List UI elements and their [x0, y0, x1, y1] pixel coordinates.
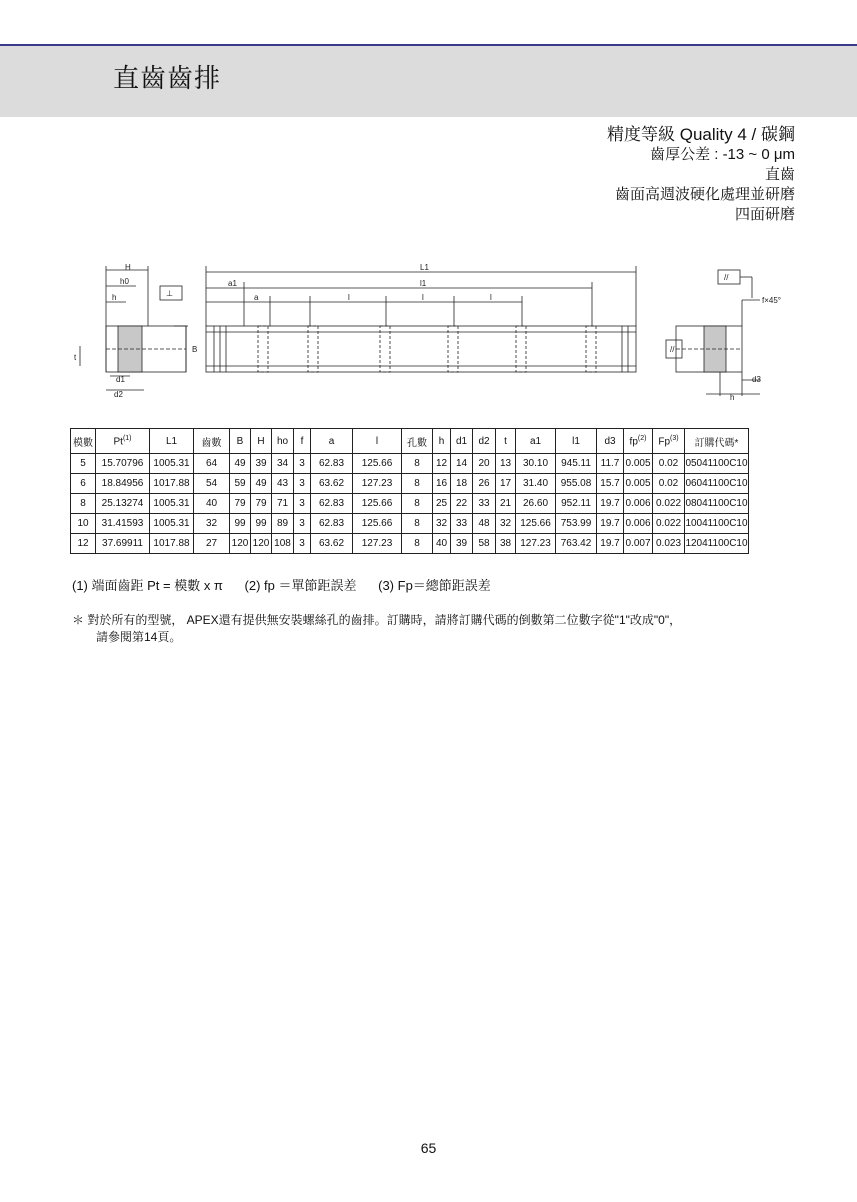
table-cell: 1005.31	[150, 454, 194, 474]
table-cell: 12	[71, 534, 96, 554]
table-cell: 1017.88	[150, 534, 194, 554]
table-cell: 3	[294, 454, 311, 474]
table-cell: 8	[402, 474, 433, 494]
footnote-1: (1) 端面齒距 Pt = 模數 x π	[72, 578, 223, 593]
dim-H: H	[125, 263, 131, 272]
table-cell: 945.11	[556, 454, 597, 474]
table-cell: 31.41593	[96, 514, 150, 534]
dim-l-3: l	[490, 293, 492, 302]
table-cell: 14	[451, 454, 473, 474]
table-cell: 8	[402, 494, 433, 514]
table-cell: 38	[496, 534, 516, 554]
table-cell: 08041100C10	[685, 494, 749, 514]
col-header: Fp$^{(3)}$	[653, 429, 685, 454]
table-cell: 32	[433, 514, 451, 534]
col-header: L1	[150, 429, 194, 454]
table-cell: 99	[230, 514, 251, 534]
table-row	[71, 454, 749, 474]
table-cell: 26.60	[516, 494, 556, 514]
table-cell: 99	[251, 514, 272, 534]
col-header: d2	[473, 429, 496, 454]
table-header-row	[71, 429, 749, 454]
col-header: l1	[556, 429, 597, 454]
table-row	[71, 494, 749, 514]
col-header: H	[251, 429, 272, 454]
table-cell: 33	[451, 514, 473, 534]
footnotes	[72, 575, 509, 594]
table-cell: 89	[272, 514, 294, 534]
specification-table	[70, 428, 749, 554]
table-cell: 64	[194, 454, 230, 474]
col-header: Pt$^{(1)}$	[96, 429, 150, 454]
col-header: l	[353, 429, 402, 454]
table-cell: 125.66	[353, 494, 402, 514]
dim-t: t	[74, 353, 77, 362]
table-body	[71, 454, 749, 554]
table-cell: 8	[402, 514, 433, 534]
table-cell: 1017.88	[150, 474, 194, 494]
table-cell: 120	[251, 534, 272, 554]
table-cell: 127.23	[353, 474, 402, 494]
dim-d1: d1	[116, 375, 125, 384]
table-cell: 0.006	[624, 514, 653, 534]
col-header: 訂購代碼*	[685, 429, 749, 454]
table-cell: 18.84956	[96, 474, 150, 494]
dim-a1: a1	[228, 279, 237, 288]
spec-tooth-type: 直齒	[764, 166, 795, 183]
table-cell: 3	[294, 514, 311, 534]
table-cell: 17	[496, 474, 516, 494]
table-cell: 48	[473, 514, 496, 534]
table-cell: 0.005	[624, 474, 653, 494]
table-cell: 15.70796	[96, 454, 150, 474]
table-cell: 0.022	[653, 514, 685, 534]
table-cell: 3	[294, 474, 311, 494]
table-cell: 58	[473, 534, 496, 554]
parallel-symbol: //	[724, 273, 729, 282]
footnote-2: (2) fp ＝單節距誤差	[244, 578, 357, 593]
spec-block	[607, 125, 795, 225]
table-row	[71, 534, 749, 554]
table-cell: 13	[496, 454, 516, 474]
table-cell: 19.7	[597, 514, 624, 534]
dim-L1: L1	[420, 263, 429, 272]
table-row	[71, 474, 749, 494]
table-cell: 0.023	[653, 534, 685, 554]
table-cell: 32	[496, 514, 516, 534]
col-header: ho	[272, 429, 294, 454]
table-cell: 6	[71, 474, 96, 494]
table-cell: 62.83	[311, 454, 353, 474]
table-cell: 12041100C10	[685, 534, 749, 554]
table-cell: 1005.31	[150, 514, 194, 534]
table-cell: 12	[433, 454, 451, 474]
footnote-3: (3) Fp＝總節距誤差	[378, 578, 491, 593]
table-cell: 06041100C10	[685, 474, 749, 494]
table-cell: 49	[251, 474, 272, 494]
table-cell: 16	[433, 474, 451, 494]
table-cell: 10	[71, 514, 96, 534]
notice-line-1: ＊ 對於所有的型號， APEX還有提供無安裝螺絲孔的齒排。訂購時，請將訂購代碼的倒數第二位數字從"1"改成"0"，	[72, 613, 682, 627]
table-cell: 25.13274	[96, 494, 150, 514]
table-cell: 37.69911	[96, 534, 150, 554]
ordering-notice	[72, 612, 802, 646]
table-cell: 79	[230, 494, 251, 514]
table-cell: 54	[194, 474, 230, 494]
table-cell: 19.7	[597, 494, 624, 514]
spec-quality: 精度等級 Quality 4 / 碳鋼	[607, 125, 795, 144]
col-header: t	[496, 429, 516, 454]
dim-d3: d3	[752, 375, 761, 384]
dim-l-2: l	[422, 293, 424, 302]
table-cell: 31.40	[516, 474, 556, 494]
notice-line-2: 請參閱第14頁。	[96, 630, 182, 644]
table-cell: 127.23	[353, 534, 402, 554]
table-cell: 0.02	[653, 474, 685, 494]
table-cell: 125.66	[353, 454, 402, 474]
table-cell: 127.23	[516, 534, 556, 554]
table-cell: 108	[272, 534, 294, 554]
table-cell: 39	[251, 454, 272, 474]
table-cell: 25	[433, 494, 451, 514]
col-header: 孔數	[402, 429, 433, 454]
dim-l1: l1	[420, 279, 427, 288]
table-cell: 59	[230, 474, 251, 494]
dim-h0: h0	[120, 277, 129, 286]
table-cell: 32	[194, 514, 230, 534]
table-cell: 8	[402, 534, 433, 554]
table-cell: 43	[272, 474, 294, 494]
table-cell: 10041100C10	[685, 514, 749, 534]
table-cell: 71	[272, 494, 294, 514]
table-cell: 952.11	[556, 494, 597, 514]
title-banner	[0, 46, 857, 117]
page-title: 直齒齒排	[113, 64, 222, 94]
table-cell: 3	[294, 534, 311, 554]
spec-grinding: 四面研磨	[734, 206, 795, 223]
dim-a: a	[254, 293, 259, 302]
table-cell: 18	[451, 474, 473, 494]
table-cell: 27	[194, 534, 230, 554]
table-cell: 125.66	[516, 514, 556, 534]
col-header: h	[433, 429, 451, 454]
parallel-symbol-side: //	[670, 345, 675, 354]
table-cell: 0.022	[653, 494, 685, 514]
col-header: a	[311, 429, 353, 454]
dim-chamfer: f×45°	[762, 296, 781, 305]
perpendicular-symbol: ⊥	[166, 289, 173, 298]
col-header: 模數	[71, 429, 96, 454]
dim-d2: d2	[114, 390, 123, 399]
dim-h-side: h	[730, 393, 735, 402]
spec-treatment: 齒面高週波硬化處理並研磨	[614, 186, 795, 203]
table-cell: 49	[230, 454, 251, 474]
table-cell: 05041100C10	[685, 454, 749, 474]
table-cell: 63.62	[311, 474, 353, 494]
table-cell: 0.006	[624, 494, 653, 514]
table-cell: 125.66	[353, 514, 402, 534]
table-cell: 79	[251, 494, 272, 514]
table-cell: 1005.31	[150, 494, 194, 514]
table-cell: 11.7	[597, 454, 624, 474]
table-cell: 63.62	[311, 534, 353, 554]
table-cell: 3	[294, 494, 311, 514]
dim-h: h	[112, 293, 117, 302]
spec-tolerance: 齒厚公差 : -13 ~ 0 μm	[650, 146, 795, 163]
table-cell: 763.42	[556, 534, 597, 554]
table-cell: 753.99	[556, 514, 597, 534]
table-cell: 40	[433, 534, 451, 554]
table-cell: 19.7	[597, 534, 624, 554]
dim-B: B	[192, 345, 198, 354]
col-header: f	[294, 429, 311, 454]
table-cell: 955.08	[556, 474, 597, 494]
col-header: 齒數	[194, 429, 230, 454]
table-cell: 0.02	[653, 454, 685, 474]
table-cell: 120	[230, 534, 251, 554]
col-header: B	[230, 429, 251, 454]
table-cell: 22	[451, 494, 473, 514]
col-header: d1	[451, 429, 473, 454]
table-cell: 5	[71, 454, 96, 474]
table-cell: 39	[451, 534, 473, 554]
col-header: a1	[516, 429, 556, 454]
table-cell: 26	[473, 474, 496, 494]
col-header: $fp^{(2)}$	[624, 429, 653, 454]
table-cell: 40	[194, 494, 230, 514]
table-cell: 8	[71, 494, 96, 514]
page-number: 65	[420, 1140, 437, 1156]
table-cell: 20	[473, 454, 496, 474]
table-cell: 21	[496, 494, 516, 514]
table-cell: 34	[272, 454, 294, 474]
table-cell: 8	[402, 454, 433, 474]
table-cell: 30.10	[516, 454, 556, 474]
col-header: d3	[597, 429, 624, 454]
table-cell: 33	[473, 494, 496, 514]
table-cell: 0.007	[624, 534, 653, 554]
technical-drawing	[70, 262, 800, 410]
table-row	[71, 514, 749, 534]
table-cell: 15.7	[597, 474, 624, 494]
table-cell: 62.83	[311, 494, 353, 514]
table-cell: 0.005	[624, 454, 653, 474]
table-cell: 62.83	[311, 514, 353, 534]
dim-l: l	[348, 293, 350, 302]
